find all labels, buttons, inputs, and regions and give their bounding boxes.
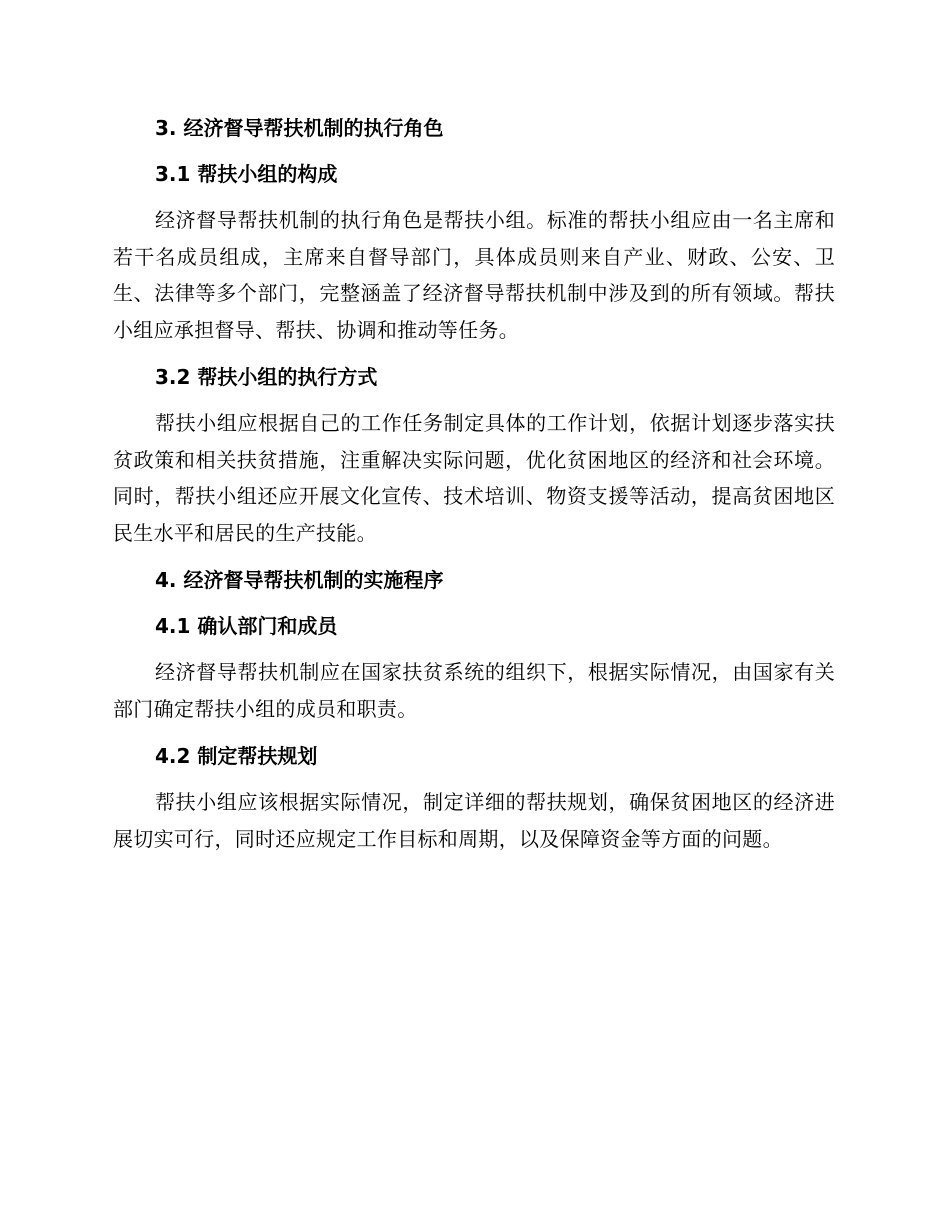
subsection-heading-3-1: 3.1 帮扶小组的构成 <box>155 162 338 186</box>
paragraph-4-2: 帮扶小组应该根据实际情况，制定详细的帮扶规划，确保贫困地区的经济进展切实可行，同时还应规定工作目标和周期，以及保障资金等方面的问题。 <box>113 790 835 851</box>
subsection-heading-3-2: 3.2 帮扶小组的执行方式 <box>155 365 378 389</box>
section-heading-4: 4. 经济督导帮扶机制的实施程序 <box>155 568 444 592</box>
subsection-heading-4-1: 4.1 确认部门和成员 <box>155 614 338 638</box>
paragraph-3-2: 帮扶小组应根据自己的工作任务制定具体的工作计划，依据计划逐步落实扶贫政策和相关扶贫措施，注重解决实际问题，优化贫困地区的经济和社会环境。同时，帮扶小组还应开展文化宣传、技术培训、物资支援等活动，提高贫困地区民生水平和居民的生产技能。 <box>113 411 835 545</box>
paragraph-4-1: 经济督导帮扶机制应在国家扶贫系统的组织下，根据实际情况，由国家有关部门确定帮扶小组的成员和职责。 <box>113 660 835 721</box>
document-body <box>113 110 835 857</box>
paragraph-3-1: 经济督导帮扶机制的执行角色是帮扶小组。标准的帮扶小组应由一名主席和若干名成员组成，主席来自督导部门，具体成员则来自产业、财政、公安、卫生、法律等多个部门，完整涵盖了经济督导帮扶机制中涉及到的所有领域。帮扶小组应承担督导、帮扶、协调和推动等任务。 <box>113 208 835 342</box>
subsection-heading-4-2: 4.2 制定帮扶规划 <box>155 744 318 768</box>
section-heading-3: 3. 经济督导帮扶机制的执行角色 <box>155 116 444 140</box>
